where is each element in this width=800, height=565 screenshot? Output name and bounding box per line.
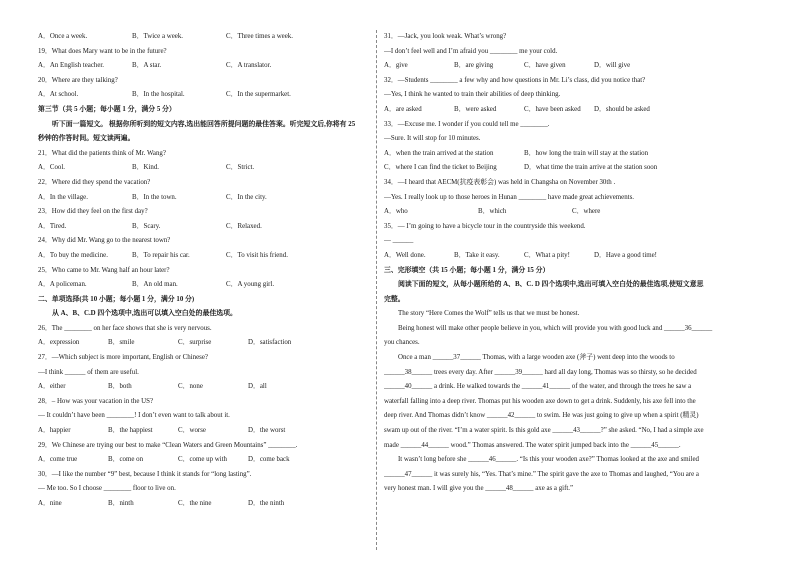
- q26-options: [38, 336, 370, 351]
- option-c: C．worse: [178, 427, 206, 435]
- passage-line: waterfall falling into a deep river. Thomas put his wooden axe down to get a drink. Suddenly, his axe fell into the: [384, 397, 696, 405]
- q25-options: [38, 278, 370, 293]
- question-34: 34．—I heard that AECM(抗疫表彰会) was held in Changsha on November 30th .: [384, 178, 616, 186]
- passage-line: Once a man ______37______ Thomas, with a large wooden axe (斧子) went deep into the woods to: [398, 354, 675, 362]
- q18-options: [38, 30, 370, 45]
- option-b: B．Scary.: [132, 222, 161, 230]
- option-c: C．In the city.: [226, 193, 267, 201]
- question-19: 19．What does Mary want to be in the future?: [38, 47, 167, 55]
- q33-options-ab: [384, 147, 776, 162]
- q20-options: [38, 88, 370, 103]
- section-2-title: 二、单项选择(共 10 小题；每小题 1 分，满分 10 分): [38, 295, 195, 303]
- question-22: 22．Where did they spend the vacation?: [38, 178, 151, 186]
- column-divider: [376, 30, 377, 550]
- option-c: C．To visit his friend.: [226, 251, 288, 259]
- question-35-reply: — ______: [384, 237, 414, 245]
- option-b: B．both: [108, 383, 132, 391]
- question-24: 24．Why did Mr. Wang go to the nearest town?: [38, 237, 171, 245]
- option-c: C．Relaxed.: [226, 222, 262, 230]
- q35-options: [384, 249, 776, 264]
- option-c: C．In the supermarket.: [226, 91, 291, 99]
- option-c: C．where: [572, 208, 601, 216]
- q32-options: [384, 103, 776, 118]
- option-a: A．In the village.: [38, 193, 88, 201]
- question-35: 35．— I’m going to have a bicycle tour in the countryside this weekend.: [384, 222, 586, 230]
- q19-options: [38, 59, 370, 74]
- passage-line: very honest man. I will give you the ______48______ axe as a gift.”: [384, 485, 574, 493]
- left-column: [38, 30, 370, 512]
- option-a: A．are asked: [384, 105, 422, 113]
- option-b: B．Take it easy.: [454, 251, 500, 259]
- q24-options: [38, 249, 370, 264]
- option-b: B．come on: [108, 456, 144, 464]
- question-31: 31．—Jack, you look weak. What’s wrong?: [384, 33, 507, 40]
- question-34-reply: —Yes. I really look up to those heroes in Hunan ________ have made great achievements.: [384, 193, 634, 201]
- passage-line: made ______44______ wood.” Thomas answered. The water spirit jumped back into the ______45______.: [384, 441, 681, 449]
- option-d: D．will give: [594, 62, 631, 70]
- option-a: A．who: [384, 208, 408, 216]
- option-a: A．At school.: [38, 91, 79, 99]
- question-21: 21．What did the patients think of Mr. Wang?: [38, 149, 166, 157]
- option-a: A．Well done.: [384, 251, 426, 259]
- question-28: 28．– How was your vacation in the US?: [38, 397, 154, 405]
- option-d: D．satisfaction: [248, 339, 292, 347]
- cloze-instruction-cont: 完整。: [384, 295, 405, 303]
- option-b: B．A star.: [132, 62, 162, 70]
- option-d: D．should be asked: [594, 105, 650, 113]
- q28-options: [38, 424, 370, 439]
- passage-line: you chances.: [384, 339, 420, 347]
- q29-options: [38, 453, 370, 468]
- passage-line: It wasn’t long before she ______46______. “Is this your wooden axe?” Thomas looked at the axe and smiled: [398, 456, 699, 464]
- option-d: D．all: [248, 383, 267, 391]
- cloze-instruction: 阅读下面的短文，从每小题所给的 A、B、C. D 四个选项中,选出可填入空白处的最佳选项,使短文意思: [398, 281, 704, 289]
- option-d: D．Have a good time!: [594, 251, 657, 259]
- option-b: B．In the hospital.: [132, 91, 185, 99]
- option-c: C．A young girl.: [226, 281, 275, 289]
- option-a: A．Cool.: [38, 164, 65, 172]
- option-b: B．smile: [108, 339, 135, 347]
- option-c: C．Three times a week.: [226, 33, 293, 40]
- question-30: 30．—I like the number “9” best, because I think it stands for “long lasting”.: [38, 470, 252, 478]
- q34-options: [384, 205, 776, 220]
- option-a: A．when the train arrived at the station: [384, 149, 494, 157]
- q31-options: [384, 59, 776, 74]
- option-a: A．come true: [38, 456, 78, 464]
- option-a: A．either: [38, 383, 66, 391]
- option-a: A．expression: [38, 339, 80, 347]
- passage-line: ______47______ it was surely his, “Yes. That’s mine.” The spirit gave the axe to Thomas and laughed, “You are a: [384, 470, 699, 478]
- option-b: B．which: [478, 208, 507, 216]
- section-2-instruction: 从 A、B、C.D 四个选项中,选出可以填入空白处的最佳选项。: [52, 310, 237, 318]
- option-d: D．the worst: [248, 427, 286, 435]
- passage-line: The story “Here Comes the Wolf” tells us that we must be honest.: [398, 310, 580, 318]
- question-33: 33．—Excuse me. I wonder if you could tell me ________.: [384, 120, 550, 128]
- question-28-reply: — It couldn’t have been ________! I don’t even want to talk about it.: [38, 412, 230, 420]
- q21-options: [38, 161, 370, 176]
- option-b: B．how long the train will stay at the station: [524, 149, 649, 157]
- section-3-cloze-title: 三、完形填空（共 15 小题；每小题 1 分，满分 15 分）: [384, 266, 550, 274]
- option-b: B．Kind.: [132, 164, 159, 172]
- option-b: B．are giving: [454, 62, 494, 70]
- option-a: A．happier: [38, 427, 71, 435]
- option-b: B．An old man.: [132, 281, 178, 289]
- option-c: C．Strict.: [226, 164, 255, 172]
- question-27-reply: —I think ______ of them are useful.: [38, 368, 139, 376]
- question-31-reply: —I don’t feel well and I’m afraid you ________ me your cold.: [384, 47, 558, 55]
- option-b: B．were asked: [454, 105, 497, 113]
- option-b: B．To repair his car.: [132, 251, 190, 259]
- option-c: C．A translator.: [226, 62, 272, 70]
- passage-line: swam up out of the river. “I’m a water spirit. Is this gold axe ______43______?” she asked. “No, I had a simple axe: [384, 427, 704, 435]
- passage-line: Being honest will make other people believe in you, which will provide you with good luck and ______36______: [398, 324, 713, 332]
- option-a: A．To buy the medicine.: [38, 251, 108, 259]
- option-c: C．come up with: [178, 456, 227, 464]
- option-c: C．none: [178, 383, 203, 391]
- q27-options: [38, 380, 370, 395]
- option-c: C．surprise: [178, 339, 212, 347]
- option-c: C．have given: [524, 62, 566, 70]
- question-27: 27．—Which subject is more important, English or Chinese?: [38, 354, 208, 362]
- option-b: B．the happiest: [108, 427, 153, 435]
- option-d: D．the ninth: [248, 500, 285, 507]
- option-c: C．where I can find the ticket to Beijing: [384, 164, 497, 172]
- question-33-reply: —Sure. It will stop for 10 minutes.: [384, 135, 481, 143]
- option-a: A．Tired.: [38, 222, 67, 230]
- passage-line: ______38______ trees every day. After ______39______ hard all day long, Thomas was so thirsty, so he decided: [384, 368, 697, 376]
- question-20: 20．Where are they talking?: [38, 76, 118, 84]
- option-a: A．give: [384, 62, 408, 70]
- question-23: 23．How did they feel on the first day?: [38, 208, 148, 216]
- question-26: 26．The ________ on her face shows that she is very nervous.: [38, 324, 212, 332]
- question-32: 32．—Students ________ a few why and how questions in Mr. Li’s class, did you notice that?: [384, 76, 646, 84]
- option-a: A．Once a week.: [38, 33, 88, 40]
- option-c: C．What a pity!: [524, 251, 570, 259]
- q30-options: [38, 497, 370, 512]
- option-d: D．what time the train arrive at the station soon: [524, 164, 658, 172]
- q33-options-cd: [384, 161, 776, 176]
- passage-line: ______40______ a drink. He walked towards the ______41______ of the water, and through the trees he saw a: [384, 383, 692, 391]
- question-29: 29．We Chinese are trying our best to make “Clean Waters and Green Mountains” ________.: [38, 441, 298, 449]
- right-column: [384, 30, 776, 497]
- section-instruction: 听下面一篇短文。 根据你所听到的短文内容,选出能回答所提问题的最佳答案。听完短文后,你将有 25: [52, 120, 356, 128]
- option-c: C．the nine: [178, 500, 212, 507]
- option-a: A．An English teacher.: [38, 62, 105, 70]
- q22-options: [38, 191, 370, 206]
- question-32-reply: —Yes, I think he wanted to train their abilities of deep thinking.: [384, 91, 561, 99]
- option-b: B．ninth: [108, 500, 134, 507]
- option-a: A．A policeman.: [38, 281, 87, 289]
- option-d: D．come back: [248, 456, 290, 464]
- question-25: 25．Who came to Mr. Wang half an hour later?: [38, 266, 170, 274]
- q23-options: [38, 220, 370, 235]
- passage-line: deep river. And Thomas didn’t know ______42______ to swim. He was just going to give up when a spirit (精灵): [384, 412, 699, 420]
- section-3-listening-title: 第三节（共 5 小题；每小题 1 分，满分 5 分）: [38, 105, 176, 113]
- option-a: A．nine: [38, 500, 62, 507]
- section-instruction-cont: 秒钟的作答时间。短文读两遍。: [38, 135, 135, 143]
- option-b: B．Twice a week.: [132, 33, 183, 40]
- option-b: B．In the town.: [132, 193, 177, 201]
- question-30-reply: — Me too. So I choose ________ floor to live on.: [38, 485, 176, 493]
- option-c: C．have been asked: [524, 105, 581, 113]
